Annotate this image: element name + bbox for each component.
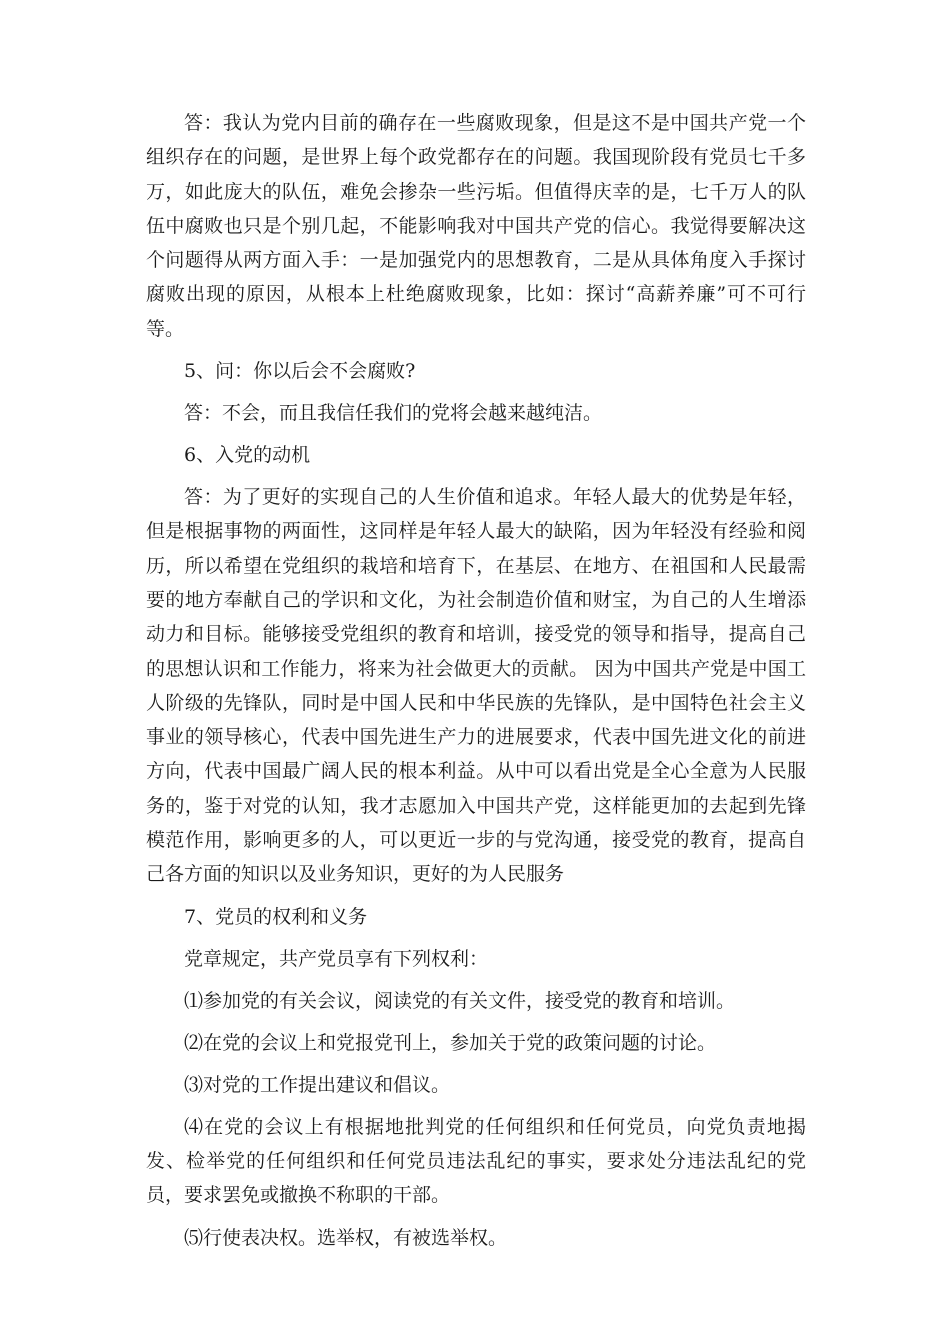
right-item-5: ⑸行使表决权。选举权，有被选举权。 — [184, 1226, 508, 1249]
question-7-heading: 7、党员的权利和义务 — [184, 905, 368, 928]
right-item-4: ⑷在党的会议上有根据地批判党的任何组织和任何党员，向党负责地揭发、检举党的任何组织和任何党员违法乱纪的事实，要求处分违法乱纪的党员，要求罢免或撤换不称职的干部。 — [146, 1115, 806, 1207]
question-6-heading: 6、入党的动机 — [184, 444, 311, 467]
question-5-heading: 5、问：你以后会不会腐败? — [184, 360, 416, 383]
right-item-3: ⑶对党的工作提出建议和倡议。 — [184, 1073, 451, 1096]
rights-intro: 党章规定，共产党员享有下列权利： — [184, 947, 489, 970]
answer-paragraph-5: 答：不会，而且我信任我们的党将会越来越纯洁。 — [184, 402, 603, 425]
right-item-1: ⑴参加党的有关会议，阅读党的有关文件，接受党的教育和培训。 — [184, 989, 736, 1012]
answer-paragraph-motivation: 答：为了更好的实现自己的人生价值和追求。年轻人最大的优势是年轻，但是根据事物的两面性，这同样是年轻人最大的缺陷，因为年轻没有经验和阅历，所以希望在党组织的栽培和培育下，在基层、在地方、在祖国和人民最需要的地方奉献自己的学识和文化，为社会制造价值和财宝，为自己的人生增添动力和目标。能够接受党组织的教育和培训，接受党的领导和指导，提高自己的思想认识和工作能力，将来为社会做更大的贡献。 因为中国共产党是中国工人阶级的先锋队，同时是中国人民和中华民族的先锋队，是中国特色社会主义事业的领导核心，代表中国先进生产力的进展要求，代表中国先进文化的前进方向，代表中国最广阔人民的根本利益。从中可以看出党是全心全意为人民服务的，鉴于对党的认知，我才志愿加入中国共产党，这样能更加的去起到先锋模范作用，影响更多的人，可以更近一步的与党沟通，接受党的教育，提高自己各方面的知识以及业务知识，更好的为人民服务 — [146, 486, 806, 886]
answer-paragraph-corruption: 答：我认为党内目前的确存在一些腐败现象，但是这不是中国共产党一个组织存在的问题，是世界上每个政党都存在的问题。我国现阶段有党员七千多万，如此庞大的队伍，难免会掺杂一些污垢。但值得庆幸的是，七千万人的队伍中腐败也只是个别几起，不能影响我对中国共产党的信心。我觉得要解决这个问题得从两方面入手：一是加强党内的思想教育，二是从具体角度入手探讨腐败出现的原因，从根本上杜绝腐败现象，比如：探讨“高薪养廉”可不可行等。 — [146, 112, 806, 340]
document-body — [146, 106, 806, 1255]
right-item-2: ⑵在党的会议上和党报党刊上，参加关于党的政策问题的讨论。 — [184, 1031, 717, 1054]
